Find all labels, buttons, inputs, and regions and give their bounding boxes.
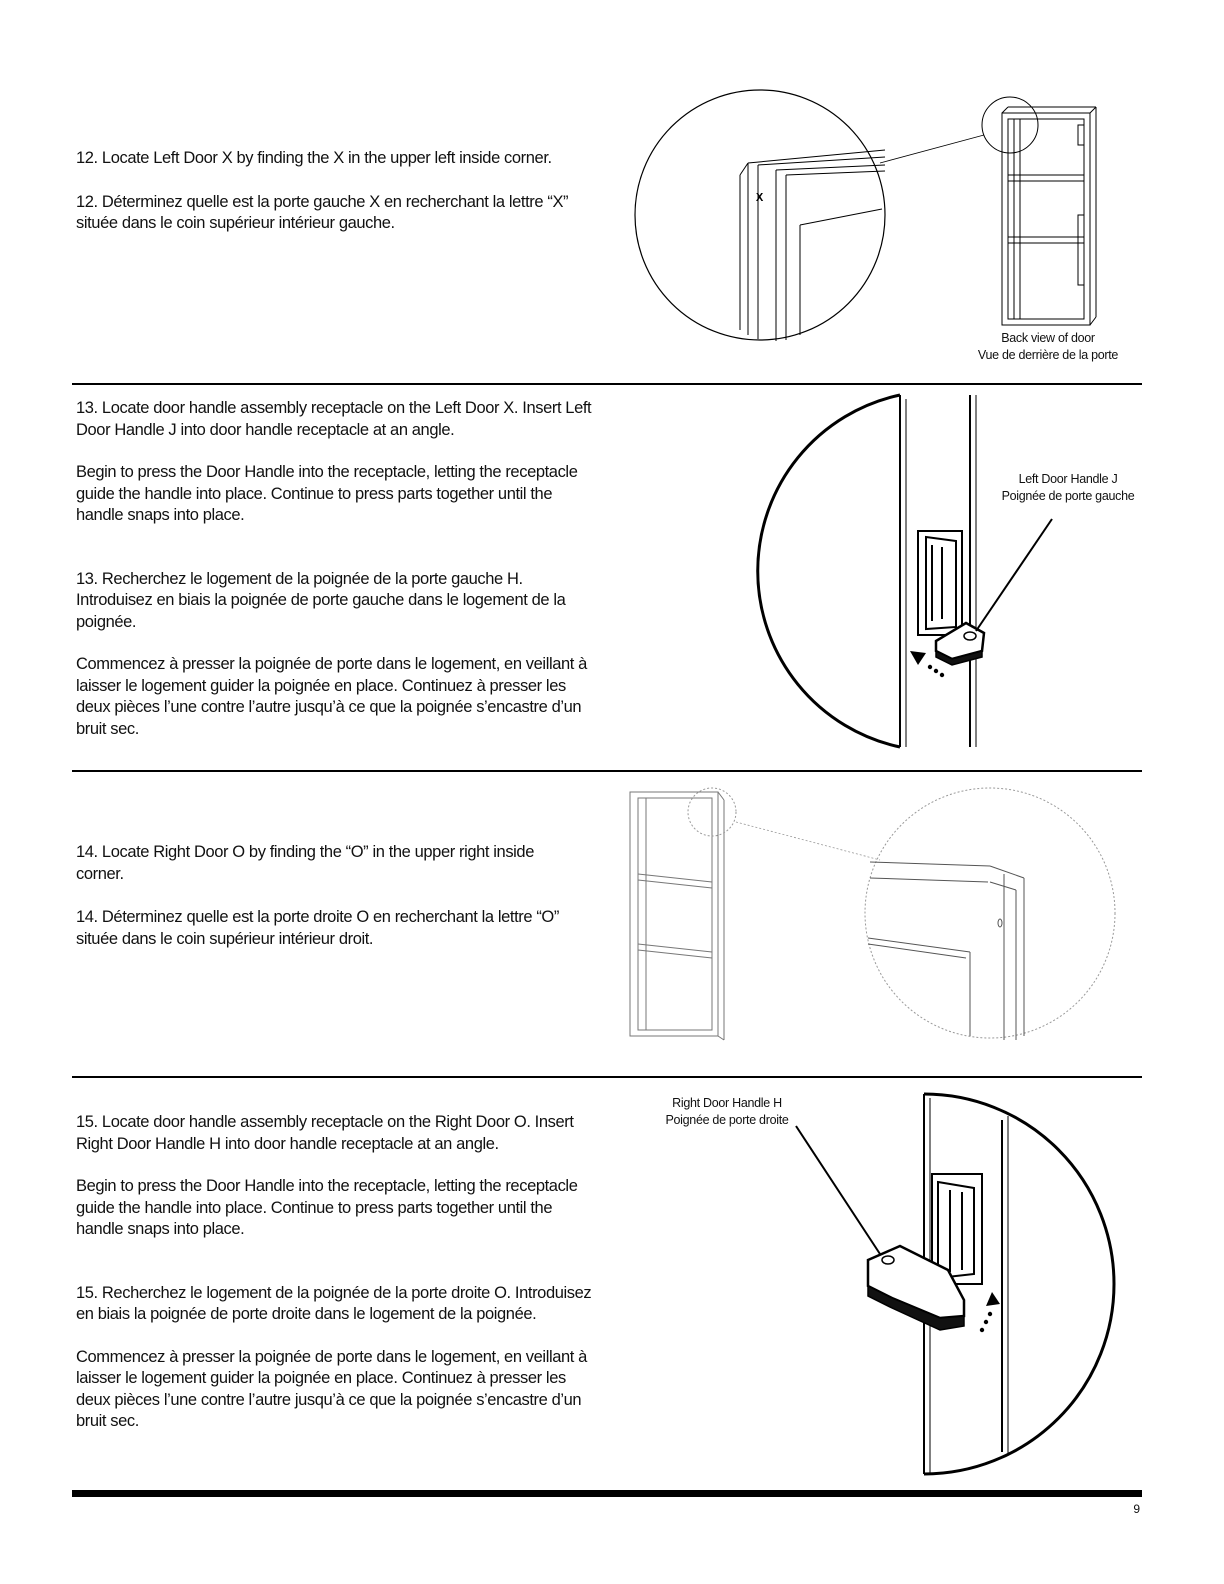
- step-13-figure: [760, 395, 1160, 755]
- zoom-circle: [865, 788, 1115, 1038]
- step-13-caption: [990, 471, 1146, 505]
- step-13-text: [76, 398, 596, 740]
- caption-french: Poignée de porte gauche: [1001, 489, 1135, 503]
- divider-1: [72, 383, 1142, 385]
- step-12-caption: [966, 330, 1130, 364]
- step-13-english-2: Begin to press the Door Handle into the receptacle, letting the receptacle guide the handle into place. Continue to press parts together until the handle snaps into place.: [76, 463, 578, 524]
- caption-english: Left Door Handle J: [1018, 472, 1118, 486]
- step-13-french-2: Commencez à presser la poignée de porte dans le logement, en veillant à laisser le logement guider la poignée en place. Continuez à presser les deux pièces l’une contre l’autre jusqu’à ce que la poignée s’encastre d’un bruit sec.: [76, 655, 587, 738]
- step-12-english: 12. Locate Left Door X by finding the X in the upper left inside corner.: [76, 149, 552, 167]
- footer-bar: [72, 1490, 1142, 1497]
- step-12-figure: [630, 85, 1150, 365]
- caption-french: Vue de derrière de la porte: [977, 348, 1119, 362]
- door-corner-closeup: [868, 862, 1024, 1040]
- step-15-figure: [780, 1090, 1110, 1482]
- step-12-french: 12. Déterminez quelle est la porte gauche X en recherchant la lettre “X” située dans le coin supérieur intérieur gauche.: [76, 192, 569, 232]
- door-mark-x: X: [756, 191, 764, 205]
- step-14-english: 14. Locate Right Door O by finding the “O” in the upper right inside corner.: [76, 843, 534, 883]
- step-15-french-1: 15. Recherchez le logement de la poignée de la porte droite O. Introduisez en biais la poignée de porte droite dans le logement de la poignée.: [76, 1283, 592, 1323]
- step-14-text: [76, 842, 576, 950]
- step-15-french-2: Commencez à presser la poignée de porte dans le logement, en veillant à laisser le logement guider la poignée en place. Continuez à presser les deux pièces l’une contre l’autre jusqu’à ce que la poignée s’encastre d’un bruit sec.: [76, 1347, 587, 1430]
- step-13-english-1: 13. Locate door handle assembly receptacle on the Left Door X. Insert Left Door Handle J into door handle receptacle at an angle.: [76, 399, 592, 439]
- step-12-text: [76, 148, 596, 235]
- zoom-circle-half: [758, 395, 900, 747]
- divider-3: [72, 1076, 1142, 1078]
- caption-english: Back view of door: [1001, 331, 1095, 345]
- caption-french: Poignée de porte droite: [665, 1113, 789, 1127]
- page-number: 9: [1133, 1502, 1140, 1516]
- step-15-text: [76, 1112, 596, 1433]
- door-corner-closeup: [740, 150, 885, 341]
- divider-2: [72, 770, 1142, 772]
- step-14-french: 14. Déterminez quelle est la porte droite O en recherchant la lettre “O” située dans le coin supérieur intérieur droit.: [76, 908, 559, 948]
- detail-callout-circle: [982, 97, 1038, 153]
- door-back-view: [1002, 107, 1096, 325]
- step-15-english-1: 15. Locate door handle assembly receptacle on the Right Door O. Insert Right Door Handle H into door handle receptacle at an angle.: [76, 1113, 574, 1153]
- step-14-figure: [620, 778, 1160, 1068]
- step-15-english-2: Begin to press the Door Handle into the receptacle, letting the receptacle guide the handle into place. Continue to press parts together until the handle snaps into place.: [76, 1177, 578, 1238]
- door-front-view: [630, 792, 724, 1040]
- step-13-french-1: 13. Recherchez le logement de la poignée de la porte gauche H. Introduisez en biais la poignée de porte gauche dans le logement de la poignée.: [76, 569, 566, 631]
- insert-direction-arrow: [980, 1292, 1000, 1332]
- caption-english: Right Door Handle H: [672, 1096, 782, 1110]
- handle-receptacle: [918, 531, 962, 635]
- zoom-circle: [635, 90, 885, 340]
